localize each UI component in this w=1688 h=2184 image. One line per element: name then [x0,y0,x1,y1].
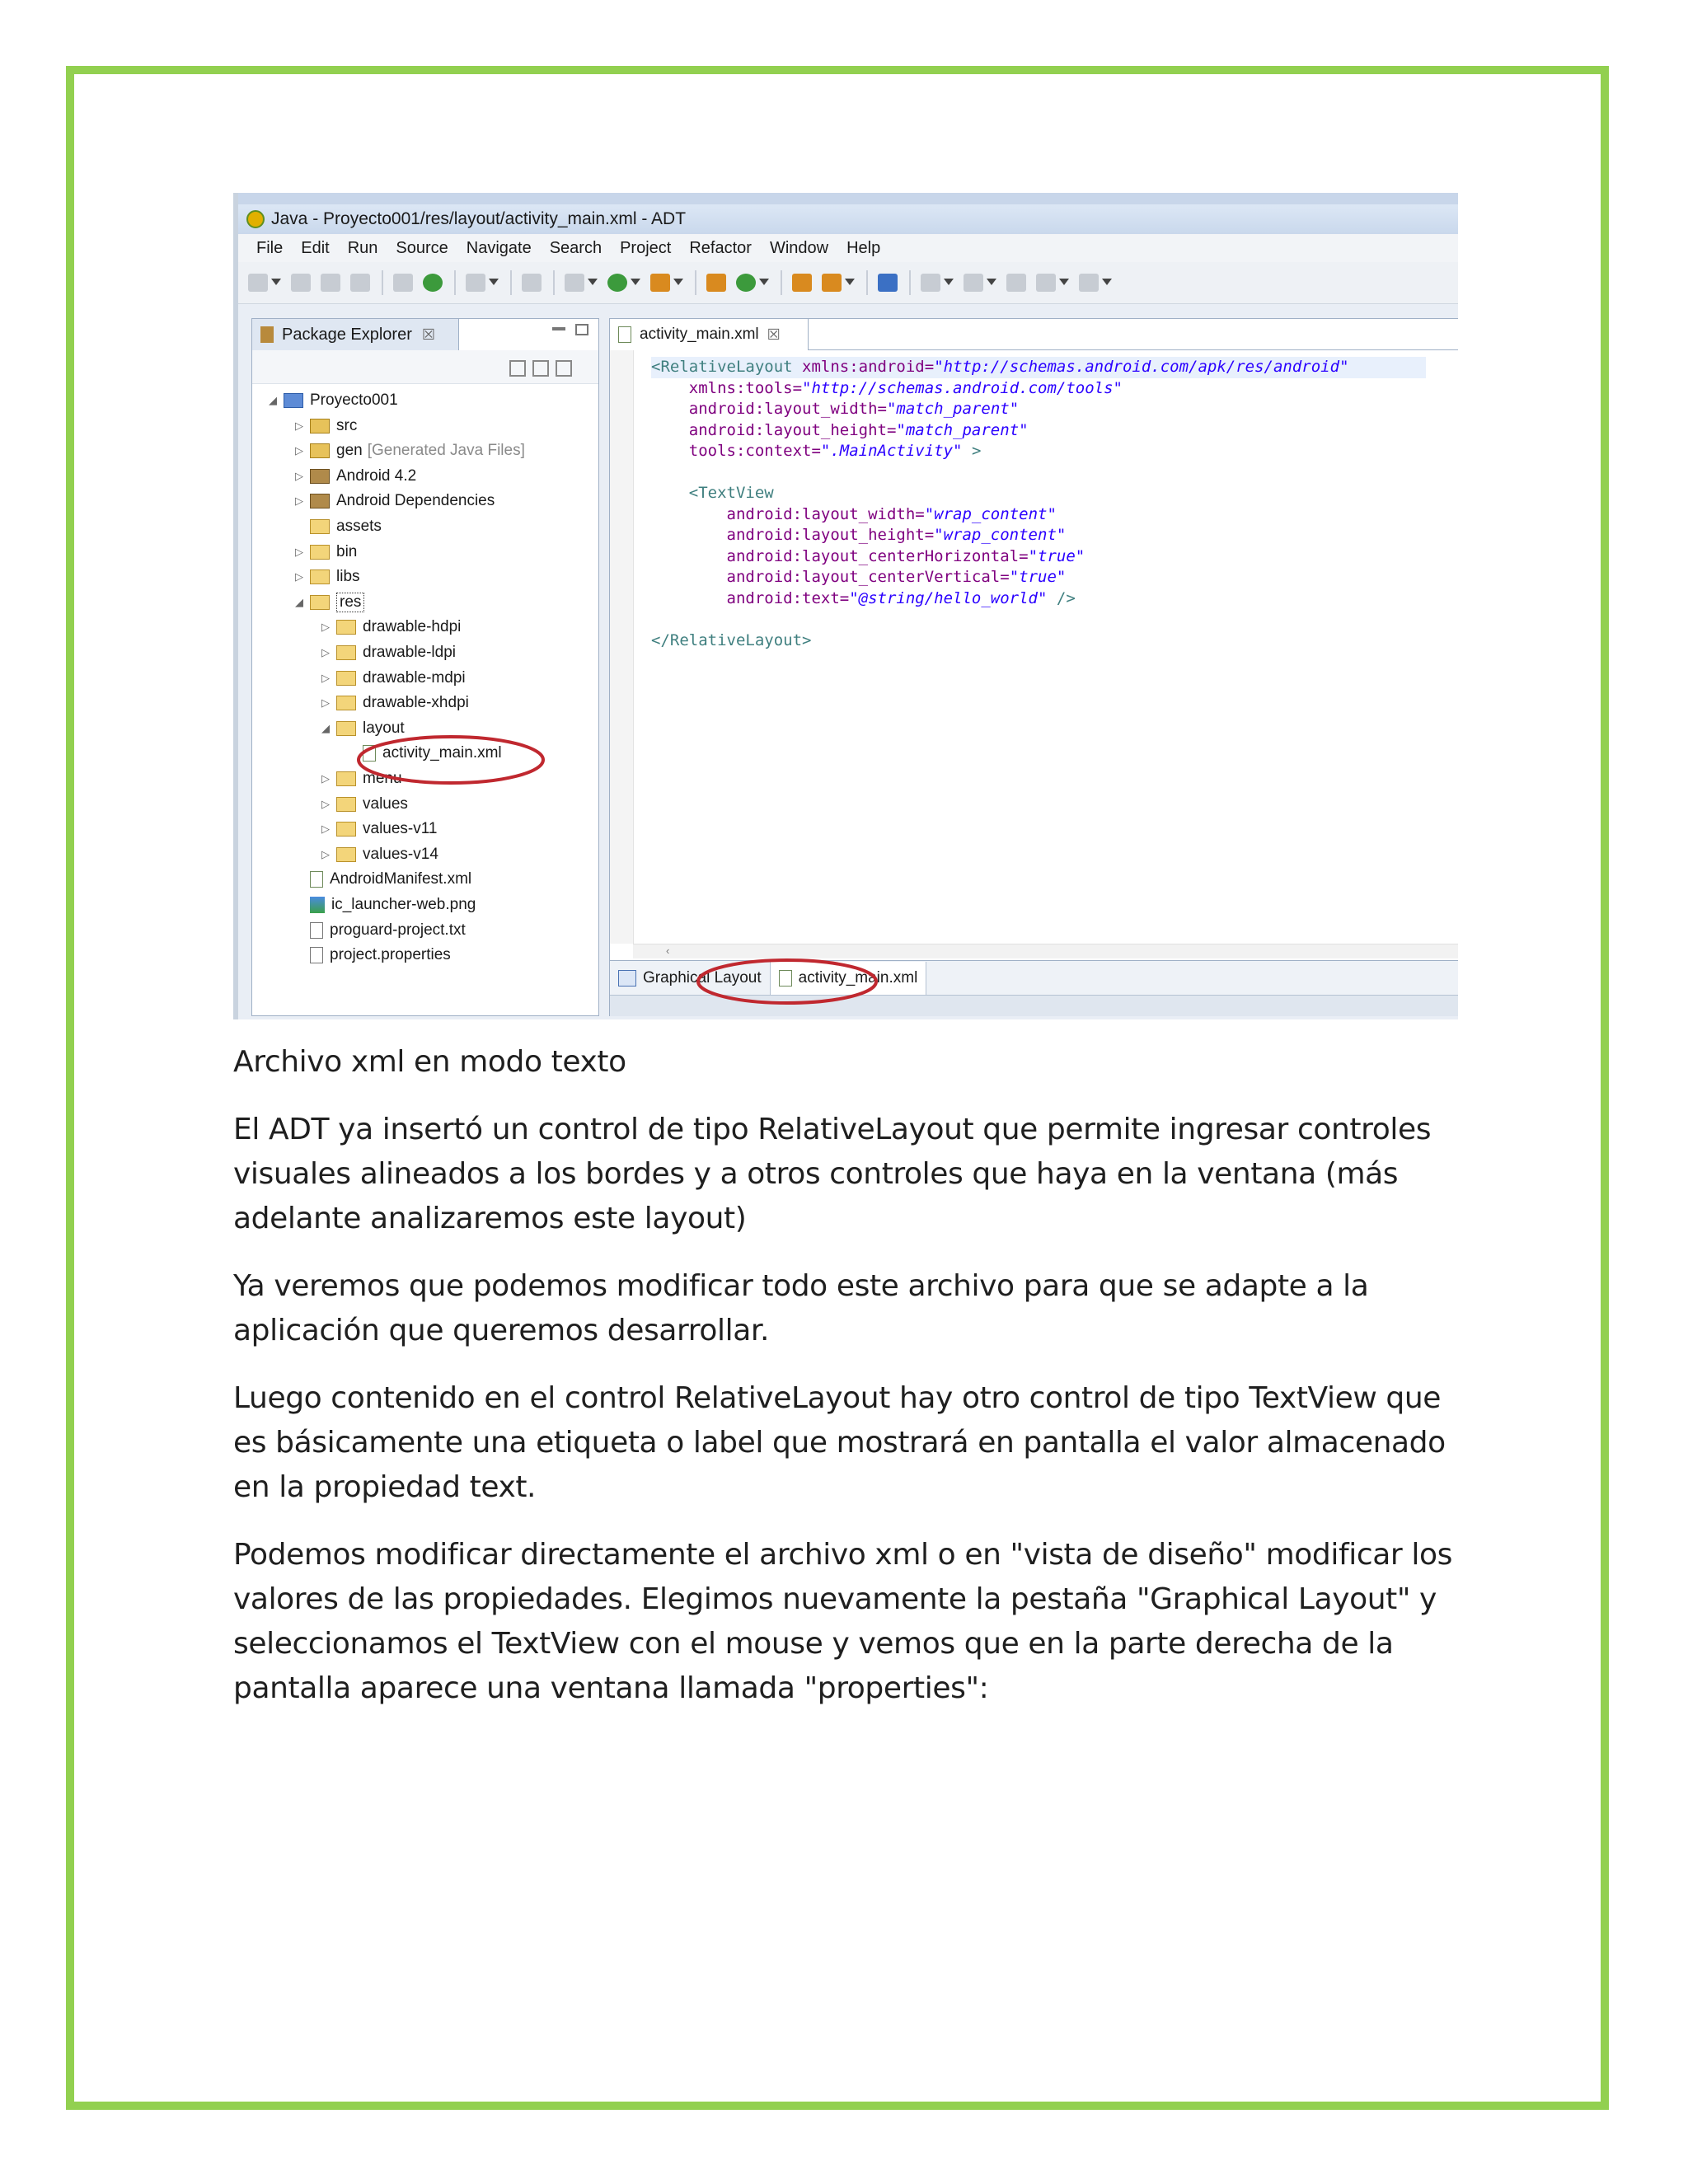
expand-twisty-icon[interactable]: ▷ [295,545,303,558]
folder-icon [336,771,356,786]
external-tools-dropdown-icon[interactable] [673,279,683,287]
last-edit-icon[interactable] [1006,274,1026,292]
close-icon[interactable]: ☒ [421,326,436,343]
menu-edit[interactable]: Edit [301,238,330,257]
project-icon [284,393,303,408]
editor-tab-activity-main[interactable] [610,319,809,350]
tree-item[interactable] [293,893,476,917]
expand-twisty-icon[interactable]: ▷ [321,621,330,634]
menu-bar [238,234,1458,263]
avd-manager-icon[interactable] [423,274,443,292]
code-line-7 [651,484,774,502]
editor-tab-label: activity_main.xml [640,326,759,343]
previous-annotation-dropdown-icon[interactable] [987,279,996,287]
run-icon[interactable] [607,274,627,292]
library-icon [310,469,330,484]
view-menu-icon[interactable] [556,360,572,377]
xml-file-icon [363,745,376,762]
code-value: "true" [1009,568,1067,586]
png-file-icon [310,897,325,913]
code-line-3 [651,400,1019,418]
expand-twisty-icon[interactable]: ▷ [321,671,330,684]
code-value: "http://schemas.android.com/apk/res/android" [934,358,1349,376]
text-file-icon [310,947,323,963]
code-attr: android:layout_height= [651,420,897,439]
code-value: "@string/hello_world" [849,588,1048,607]
tree-item-label: gen [336,442,363,460]
lint-icon[interactable] [466,274,485,292]
tree-item[interactable] [293,489,495,513]
package-explorer-tab[interactable] [252,319,459,350]
forward-dropdown-icon[interactable] [1102,279,1112,287]
window-titlebar [238,204,1458,234]
tree-item-label: proguard-project.txt [330,921,466,939]
next-annotation-dropdown-icon[interactable] [944,279,954,287]
new-android-xml-icon[interactable] [522,274,542,292]
sdk-manager-icon[interactable] [393,274,413,292]
window-top-strip [238,193,1458,204]
menu-project[interactable]: Project [620,238,672,257]
menu-search[interactable]: Search [549,238,603,257]
tree-item-label: bin [336,542,358,560]
folder-icon [310,545,330,560]
expand-twisty-icon[interactable]: ▷ [321,797,330,810]
code-line-10 [651,547,1085,565]
graphical-layout-icon [618,970,636,987]
horizontal-scrollbar[interactable] [633,944,1458,958]
tree-item[interactable] [267,388,398,413]
screenshot-caption: Archivo xml en modo texto [233,1045,626,1079]
expand-twisty-icon[interactable]: ◢ [321,721,330,734]
folder-icon [336,797,356,812]
tree-item[interactable] [320,691,469,715]
tree-item-label: values-v14 [363,845,438,863]
expand-twisty-icon[interactable]: ▷ [321,847,330,860]
package-explorer-tools [503,360,582,380]
tree-item-label: Android 4.2 [336,466,417,485]
expand-twisty-icon[interactable]: ◢ [295,595,303,608]
debug-dropdown-icon[interactable] [588,279,598,287]
xml-source-tab-label: activity_main.xml [798,969,918,987]
folder-icon [310,595,330,610]
tree-item[interactable] [320,842,438,867]
window-title: Java - Proyecto001/res/layout/activity_main.xml - ADT [271,209,687,228]
menu-window[interactable]: Window [769,238,829,257]
next-annotation-icon[interactable] [921,274,940,292]
expand-twisty-icon[interactable]: ▷ [295,444,303,457]
folder-icon [336,696,356,710]
tree-item-sublabel: [Generated Java Files] [367,442,525,460]
back-icon[interactable] [1036,274,1056,292]
editor-gutter [610,350,634,944]
graphical-layout-tab-label: Graphical Layout [643,969,762,987]
toolbar-separator [695,270,696,295]
code-attr: android:layout_width= [651,504,925,523]
code-line-1 [651,357,1426,378]
code-tag: > [962,442,982,460]
new-class-dropdown-icon[interactable] [759,279,769,287]
expand-twisty-icon[interactable]: ▷ [321,646,330,658]
new-java-class-icon[interactable] [736,274,756,292]
folder-icon [336,671,356,686]
xml-file-icon [779,970,792,987]
code-tag: </RelativeLayout> [651,630,812,649]
folder-icon [336,847,356,862]
code-attr: android:text= [651,588,850,607]
new-dropdown-icon[interactable] [271,279,281,287]
toolbar-separator [510,270,512,295]
editor-tab-line [808,349,1458,350]
tree-item[interactable] [293,590,364,615]
tree-item[interactable] [320,716,405,741]
code-line-2 [651,379,1123,397]
code-tag: /> [1047,588,1076,607]
code-attr: android:layout_width= [651,400,887,418]
link-with-editor-icon[interactable] [532,360,549,377]
xml-editor [609,318,1458,1016]
code-tag: <TextView [651,484,774,502]
code-line-12 [651,589,1076,607]
tree-item-label: src [336,416,358,434]
menu-file[interactable]: File [256,238,284,257]
minimize-icon[interactable] [552,327,565,330]
menu-run[interactable]: Run [347,238,378,257]
code-value: "true" [1028,546,1085,565]
new-java-package-icon[interactable] [706,274,726,292]
tree-item-label: ic_launcher-web.png [331,896,476,913]
expand-twisty-icon[interactable]: ▷ [295,570,303,583]
tree-item[interactable] [320,766,402,791]
package-explorer-tab-label: Package Explorer [282,325,412,344]
print-icon[interactable] [350,274,370,292]
tree-item-label: values-v11 [363,820,438,838]
package-explorer-icon [260,326,274,343]
tree-item[interactable] [293,540,357,565]
toolbar-separator [454,270,456,295]
code-value: "match_parent" [886,400,1020,418]
expand-twisty-icon[interactable]: ▷ [295,469,303,482]
text-file-icon [310,922,323,939]
code-attr: android:layout_height= [651,526,935,544]
tree-item-label: menu [363,770,402,787]
scroll-left-icon[interactable]: ‹ [666,944,670,957]
save-all-icon[interactable] [321,274,340,292]
run-dropdown-icon[interactable] [631,279,640,287]
library-icon [310,494,330,509]
folder-icon [336,822,356,837]
expand-twisty-icon[interactable]: ▷ [321,772,330,785]
debug-icon[interactable] [565,274,584,292]
menu-source[interactable]: Source [396,238,448,257]
tree-item-label: project.properties [330,946,451,964]
tree-item-label: res [336,593,364,612]
save-icon[interactable] [291,274,311,292]
maximize-icon[interactable] [575,324,588,335]
code-line-14 [651,631,811,649]
previous-annotation-icon[interactable] [964,274,983,292]
code-line-5 [651,442,981,460]
expand-twisty-icon[interactable]: ◢ [269,394,277,406]
tree-item-label: drawable-mdpi [363,668,466,687]
close-icon[interactable]: ☒ [767,326,781,343]
code-tag: <RelativeLayout [651,358,793,376]
menu-refactor[interactable]: Refactor [689,238,752,257]
tree-item[interactable] [293,918,466,943]
toolbar-separator [553,270,555,295]
paragraph-4: Podemos modificar directamente el archivo xml o en "vista de diseño" modificar los valores de las propiedades. Elegimos nuevamente la pestaña "Graphical Layout" y seleccionamos el TextView con el mouse y vemos que en la parte derecha de la pantalla aparece una ventana llamada "properties": [233,1538,1452,1705]
search-tool-icon[interactable] [822,274,842,292]
back-dropdown-icon[interactable] [1059,279,1069,287]
tree-item-label: drawable-hdpi [363,618,462,636]
code-area[interactable] [651,357,1426,651]
tree-item[interactable] [346,741,502,766]
code-value: ".MainActivity" [820,442,963,460]
tree-item-label: drawable-xhdpi [363,694,469,712]
expand-twisty-icon[interactable]: ▷ [321,696,330,710]
source-folder-icon [310,443,330,458]
external-tools-icon[interactable] [650,274,670,292]
adt-screenshot [233,193,1458,1019]
xml-file-icon [618,326,631,343]
pin-icon[interactable] [878,274,898,292]
code-line-9 [651,526,1066,544]
code-value: "match_parent" [896,420,1029,439]
folder-icon [336,645,356,660]
collapse-all-icon[interactable] [509,360,526,377]
toolbar-separator [909,270,911,295]
tree-item[interactable] [293,943,451,968]
tree-item-label: values [363,794,408,813]
code-attr: xmlns:android= [792,358,935,376]
editor-bottom-tabs [610,960,1458,996]
paragraph-3: Luego contenido en el control RelativeLayout hay otro control de tipo TextView que es básicamente una etiqueta o label que mostrará en pantalla el valor almacenado en la propiedad text. [233,1381,1446,1504]
menu-help[interactable]: Help [846,238,881,257]
folder-icon [310,519,330,534]
xml-source-tab[interactable] [771,962,927,995]
tree-item[interactable] [320,792,408,817]
tree-item-label: assets [336,518,382,535]
tree-item[interactable] [320,666,466,691]
tree-item[interactable] [320,640,456,665]
bottom-views-strip [610,995,1458,1016]
tree-item[interactable] [293,867,471,892]
tree-item-label: Proyecto001 [310,391,398,409]
tree-item[interactable] [320,615,461,640]
code-attr: xmlns:tools= [651,378,803,397]
new-icon[interactable] [248,274,268,292]
adt-app-icon [246,210,265,228]
code-attr: tools:context= [651,442,821,460]
folder-icon [336,721,356,736]
code-value: "wrap_content" [924,504,1057,523]
folder-icon [310,569,330,584]
tree-item-label: activity_main.xml [382,744,502,762]
folder-icon [336,620,356,635]
xml-file-icon [310,871,323,888]
main-toolbar [238,262,1458,304]
code-line-11 [651,568,1066,586]
expand-twisty-icon[interactable]: ▷ [295,419,303,432]
tree-item-label: Android Dependencies [336,492,495,510]
code-attr: android:layout_centerVertical= [651,568,1010,586]
tree-item[interactable] [293,414,357,438]
tree-item[interactable] [293,438,525,463]
tree-item[interactable] [293,565,360,589]
tree-item-label: layout [363,719,405,737]
open-type-icon[interactable] [792,274,812,292]
source-folder-icon [310,419,330,434]
package-explorer-panel [251,318,599,1016]
menu-navigate[interactable]: Navigate [466,238,532,257]
code-value: "wrap_content" [934,526,1067,544]
tree-item-label: drawable-ldpi [363,644,457,661]
tree-item[interactable] [293,514,382,539]
expand-twisty-icon[interactable]: ▷ [321,823,330,836]
search-dropdown-icon[interactable] [845,279,855,287]
tree-item-label: AndroidManifest.xml [330,870,472,888]
lint-dropdown-icon[interactable] [489,279,499,287]
paragraph-1: El ADT ya insertó un control de tipo RelativeLayout que permite ingresar controles visuales alineados a los bordes y a otros controles que haya en la ventana (más adelante analizaremos este layout) [233,1113,1432,1235]
code-attr: android:layout_centerHorizontal= [651,546,1029,565]
tree-item[interactable] [293,464,416,489]
toolbar-separator [781,270,782,295]
code-line-4 [651,421,1029,439]
toolbar-separator [866,270,868,295]
tree-item[interactable] [320,817,437,841]
toolbar-separator [382,270,383,295]
expand-twisty-icon[interactable]: ▷ [295,494,303,508]
forward-icon[interactable] [1079,274,1099,292]
graphical-layout-tab[interactable] [610,962,771,995]
paragraph-2: Ya veremos que podemos modificar todo este archivo para que se adapte a la aplicación que queremos desarrollar. [233,1269,1369,1347]
code-value: "http://schemas.android.com/tools" [802,378,1123,397]
code-line-8 [651,505,1057,523]
tree-item-label: libs [336,568,360,586]
